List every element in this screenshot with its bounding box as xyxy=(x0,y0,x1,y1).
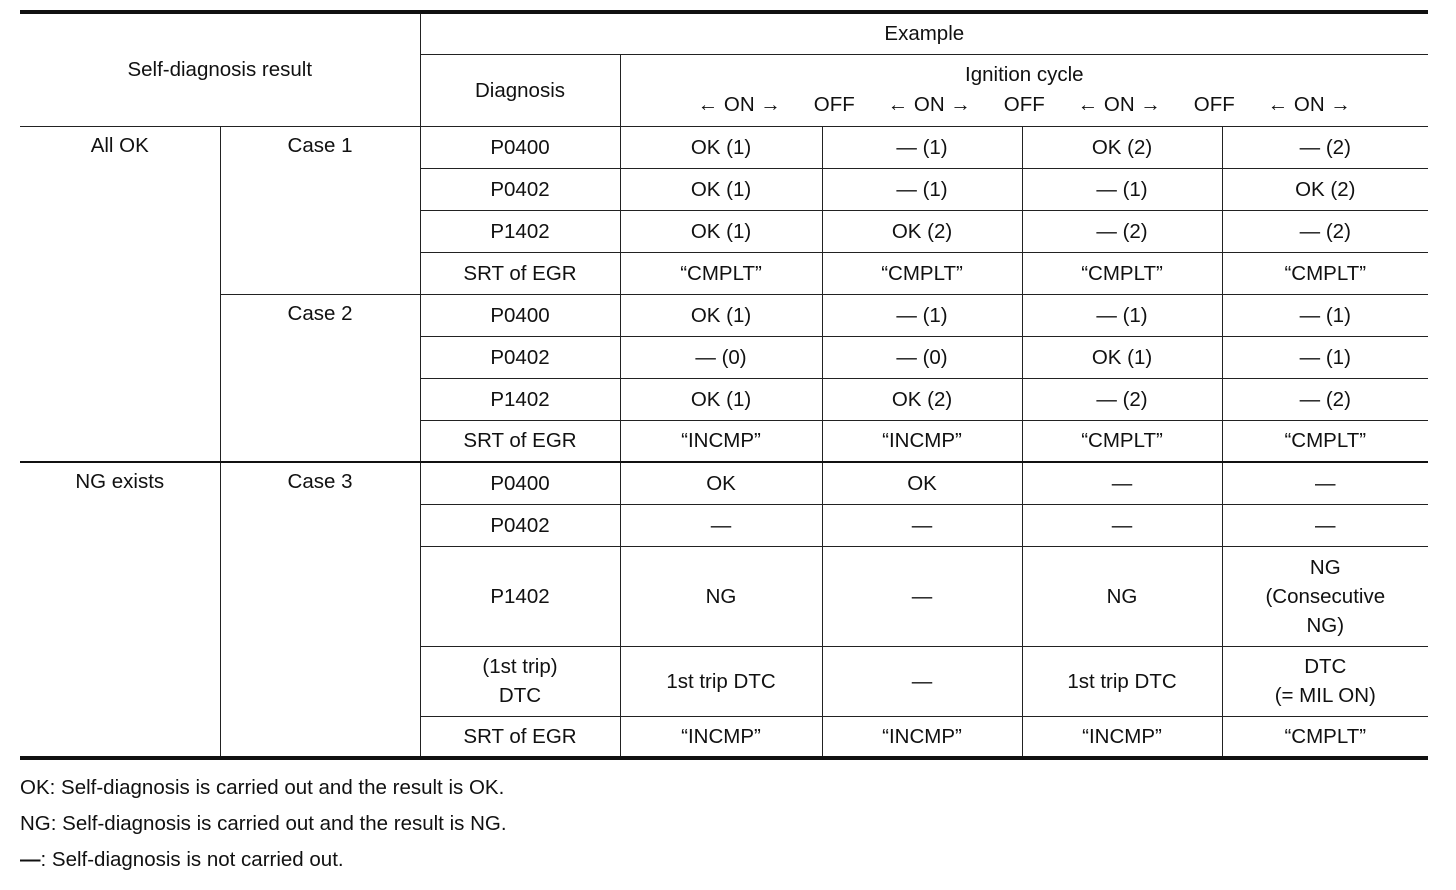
self-diagnosis-example-table xyxy=(20,10,1428,760)
cycle-on-1: ← ON → xyxy=(697,93,781,116)
cycle-value-cell: OK (1) xyxy=(620,126,822,168)
cycle-value-cell: OK (1) xyxy=(1022,336,1222,378)
result-group-cell: All OK xyxy=(20,126,220,462)
cycle-value-cell: NG (Consecutive NG) xyxy=(1222,546,1428,646)
cycle-value-cell: “CMPLT” xyxy=(1022,420,1222,462)
cycle-value-cell: — (2) xyxy=(1022,378,1222,420)
result-group-cell: NG exists xyxy=(20,462,220,758)
legend-ok xyxy=(20,776,507,812)
diagnosis-cell: P0402 xyxy=(420,504,620,546)
cycle-value-cell: “CMPLT” xyxy=(1222,252,1428,294)
table-row xyxy=(20,462,1428,504)
cycle-value-cell: — (1) xyxy=(822,168,1022,210)
cycle-value-cell: — xyxy=(822,646,1022,716)
diagnosis-cell: P1402 xyxy=(420,546,620,646)
cycle-value-cell: — (0) xyxy=(822,336,1022,378)
case-cell: Case 1 xyxy=(220,126,420,294)
cycle-value-cell: — (1) xyxy=(822,294,1022,336)
diagnosis-cell: P0402 xyxy=(420,336,620,378)
cycle-value-cell: — xyxy=(1222,462,1428,504)
legend-key: NG xyxy=(20,812,51,835)
cycle-value-cell: “CMPLT” xyxy=(1022,252,1222,294)
cycle-value-cell: OK (2) xyxy=(1022,126,1222,168)
cycle-off-3: OFF xyxy=(1193,93,1235,116)
legend xyxy=(20,776,507,872)
diagnosis-cell: SRT of EGR xyxy=(420,420,620,462)
diagnosis-cell: P0400 xyxy=(420,126,620,168)
ignition-cycle-title: Ignition cycle xyxy=(965,63,1084,86)
cycle-value-cell: — xyxy=(1022,504,1222,546)
ignition-cycle-header xyxy=(620,54,1428,126)
cycle-value-cell: “CMPLT” xyxy=(620,252,822,294)
example-header: Example xyxy=(420,12,1428,54)
cycle-off-1: OFF xyxy=(813,93,855,116)
cycle-value-cell: “CMPLT” xyxy=(1222,716,1428,758)
cycle-value-cell: OK (1) xyxy=(620,168,822,210)
legend-ng xyxy=(20,812,507,848)
cycle-value-cell: “INCMP” xyxy=(822,420,1022,462)
diagnosis-cell: SRT of EGR xyxy=(420,716,620,758)
legend-text: : Self-diagnosis is carried out and the result is NG. xyxy=(50,812,507,835)
cycle-on-3: ← ON → xyxy=(1077,93,1161,116)
ignition-cycle-sequence xyxy=(625,91,1425,119)
cycle-value-cell: OK (1) xyxy=(620,378,822,420)
cycle-off-2: OFF xyxy=(1003,93,1045,116)
legend-text: : Self-diagnosis is carried out and the result is OK. xyxy=(49,776,505,799)
cycle-value-cell: “INCMP” xyxy=(822,716,1022,758)
legend-text: : Self-diagnosis is not carried out. xyxy=(40,848,344,871)
cycle-value-cell: — xyxy=(822,546,1022,646)
cycle-value-cell: — (1) xyxy=(1222,336,1428,378)
cycle-value-cell: OK (1) xyxy=(620,210,822,252)
cycle-value-cell: 1st trip DTC xyxy=(1022,646,1222,716)
diagnosis-cell: P0400 xyxy=(420,294,620,336)
cycle-value-cell: — xyxy=(1022,462,1222,504)
cycle-value-cell: OK (2) xyxy=(1222,168,1428,210)
cycle-value-cell: 1st trip DTC xyxy=(620,646,822,716)
diagnosis-cell: SRT of EGR xyxy=(420,252,620,294)
cycle-on-4: ← ON → xyxy=(1267,93,1351,116)
cycle-value-cell: “INCMP” xyxy=(1022,716,1222,758)
legend-dash xyxy=(20,848,507,872)
diagnosis-cell: P0400 xyxy=(420,462,620,504)
cycle-value-cell: “INCMP” xyxy=(620,716,822,758)
cycle-value-cell: — (2) xyxy=(1022,210,1222,252)
cycle-value-cell: “INCMP” xyxy=(620,420,822,462)
cycle-value-cell: — (2) xyxy=(1222,210,1428,252)
cycle-value-cell: — (1) xyxy=(822,126,1022,168)
table-row xyxy=(20,126,1428,168)
cycle-on-2: ← ON → xyxy=(887,93,971,116)
cycle-value-cell: OK (1) xyxy=(620,294,822,336)
cycle-value-cell: — xyxy=(620,504,822,546)
diagnosis-cell: (1st trip) DTC xyxy=(420,646,620,716)
diagnosis-cell: P1402 xyxy=(420,378,620,420)
cycle-value-cell: OK xyxy=(620,462,822,504)
cycle-value-cell: — (2) xyxy=(1222,378,1428,420)
diagnosis-header: Diagnosis xyxy=(420,54,620,126)
cycle-value-cell: — xyxy=(1222,504,1428,546)
table-row xyxy=(20,294,1428,336)
table-body xyxy=(20,126,1428,758)
cycle-value-cell: — (1) xyxy=(1022,168,1222,210)
cycle-value-cell: — (2) xyxy=(1222,126,1428,168)
case-cell: Case 3 xyxy=(220,462,420,758)
cycle-value-cell: OK xyxy=(822,462,1022,504)
cycle-value-cell: — (0) xyxy=(620,336,822,378)
diagnosis-cell: P1402 xyxy=(420,210,620,252)
cycle-value-cell: — (1) xyxy=(1022,294,1222,336)
cycle-value-cell: NG xyxy=(1022,546,1222,646)
cycle-value-cell: OK (2) xyxy=(822,378,1022,420)
cycle-value-cell: “CMPLT” xyxy=(1222,420,1428,462)
legend-key: — xyxy=(20,848,41,871)
self-diagnosis-result-header: Self-diagnosis result xyxy=(20,12,420,126)
cycle-value-cell: “CMPLT” xyxy=(822,252,1022,294)
case-cell: Case 2 xyxy=(220,294,420,462)
legend-key: OK xyxy=(20,776,50,799)
cycle-value-cell: OK (2) xyxy=(822,210,1022,252)
cycle-value-cell: — (1) xyxy=(1222,294,1428,336)
cycle-value-cell: NG xyxy=(620,546,822,646)
diagnosis-cell: P0402 xyxy=(420,168,620,210)
cycle-value-cell: DTC (= MIL ON) xyxy=(1222,646,1428,716)
cycle-value-cell: — xyxy=(822,504,1022,546)
